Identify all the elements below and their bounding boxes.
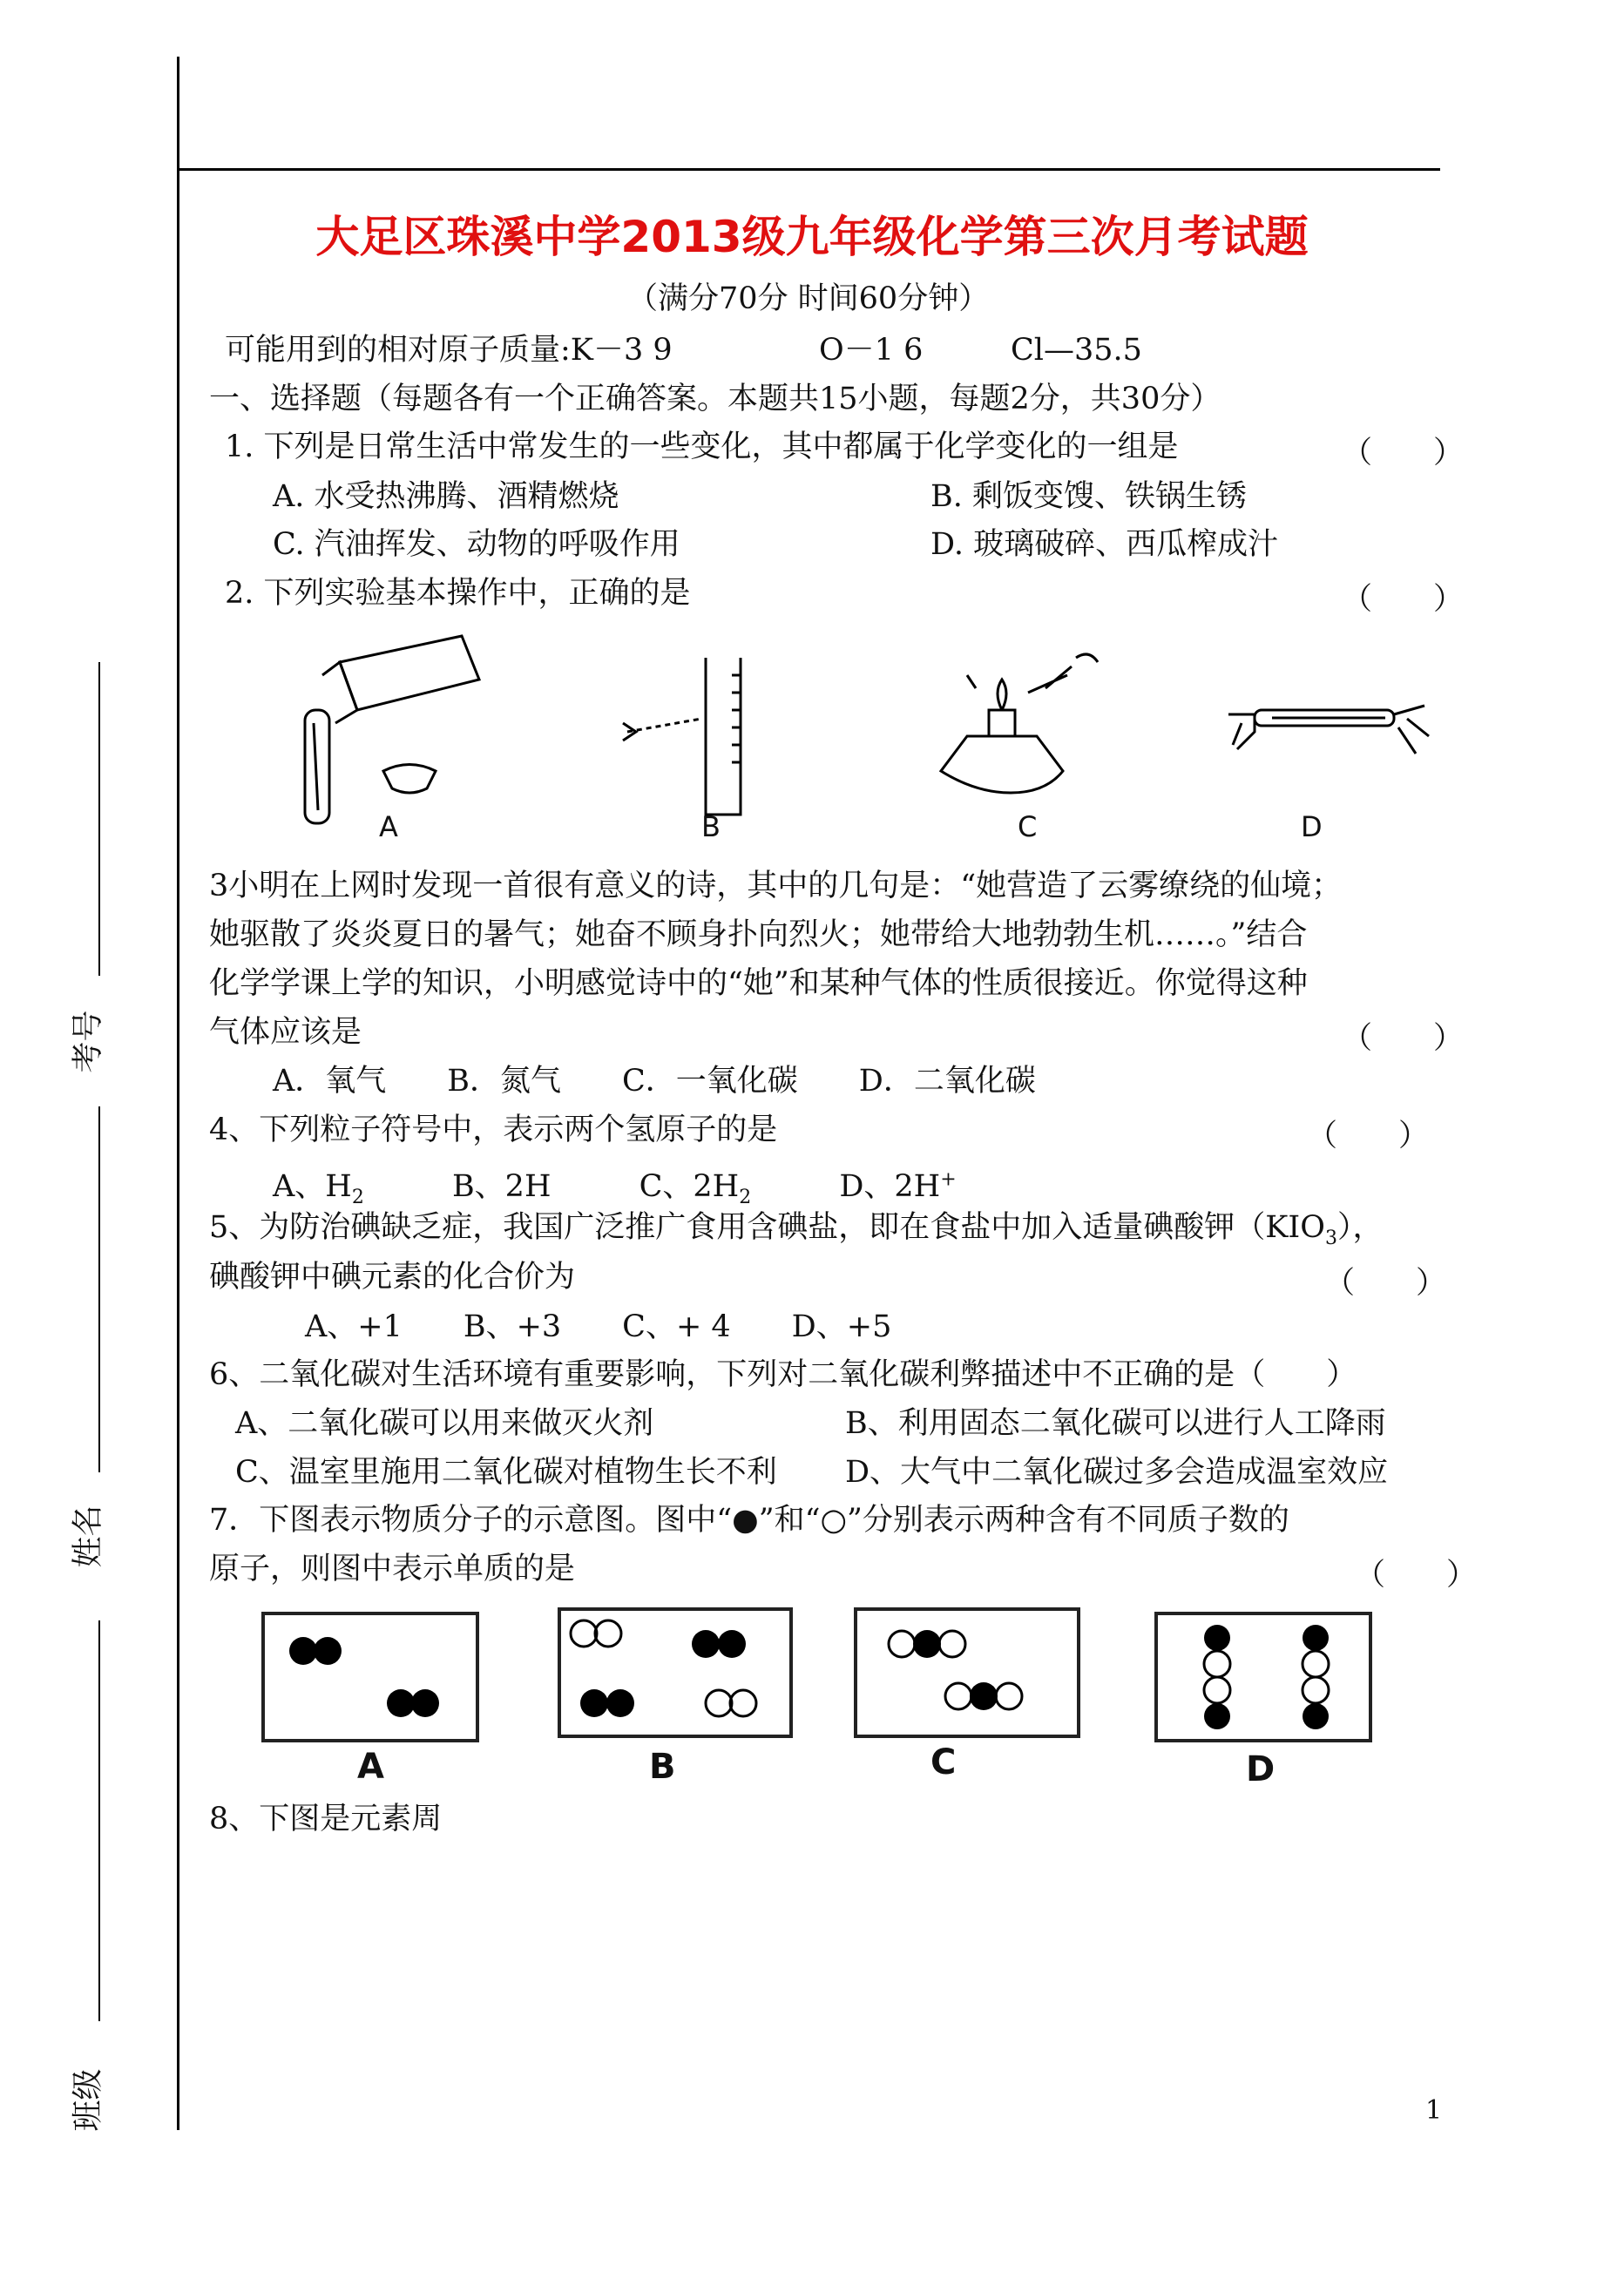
q7-label-c: C — [930, 1742, 957, 1782]
q7-figure-b — [558, 1607, 793, 1738]
q2-label-a: A — [379, 810, 398, 843]
q5-paren: （ ） — [1324, 1266, 1447, 1301]
q5-line-1: 5、为防治碘缺乏症，我国广泛推广食用含碘盐，即在食盐中加入适量碘酸钾$(KIO_3)$， — [209, 1210, 1384, 1249]
q2-figure-b — [610, 649, 784, 823]
q2-label-d: D — [1301, 810, 1323, 843]
q3-line-1: 3小明在上网时发现一首很有意义的诗，其中的几句是：“她营造了云雾缭绕的仙境； — [209, 869, 1343, 903]
subtitle: （满分70分 时间60分钟） — [627, 281, 990, 316]
q7-label-d: D — [1246, 1749, 1276, 1789]
binding-line — [177, 57, 179, 2130]
q6-option-a: A、二氧化碳可以用来做灭火剂 — [235, 1406, 654, 1441]
q1-stem: 1. 下列是日常生活中常发生的一些变化，其中都属于化学变化的一组是 — [225, 430, 1179, 464]
q6-stem: 6、二氧化碳对生活环境有重要影响，下列对二氧化碳利弊描述中不正确的是（ ） — [209, 1357, 1357, 1392]
atomic-masses: 可能用到的相对原子质量:K－3 9 — [225, 333, 673, 368]
q6-option-b: B、利用固态二氧化碳可以进行人工降雨 — [845, 1406, 1386, 1441]
q7-figure-d — [1154, 1612, 1372, 1742]
exam-no-label: 考号 — [70, 1010, 106, 1073]
q8-stem: 8、下图是元素周 — [209, 1802, 443, 1836]
q2-figure-c — [915, 640, 1115, 815]
q7-line-2: 原子，则图中表示单质的是 — [209, 1552, 576, 1586]
q1-option-c: C. 汽油挥发、动物的呼吸作用 — [273, 527, 680, 562]
q7-label-b: B — [649, 1747, 676, 1787]
q1-option-a: A. 水受热沸腾、酒精燃烧 — [273, 479, 619, 514]
q3-options: A．氧气 B．氮气 C．一氧化碳 D．二氧化碳 — [273, 1064, 1036, 1099]
q5-options: A、+1 B、+3 C、+ 4 D、+5 — [305, 1309, 892, 1344]
q7-figure-a — [261, 1612, 479, 1742]
class-label: 班级 — [70, 2068, 106, 2132]
q2-stem: 2. 下列实验基本操作中，正确的是 — [225, 576, 691, 611]
q2-label-c: C — [1018, 810, 1038, 843]
q6-option-d: D、大气中二氧化碳过多会造成温室效应 — [845, 1455, 1389, 1490]
q2-label-b: B — [701, 810, 721, 843]
q4-option-c: C、$2H_2$ — [639, 1168, 752, 1208]
q7-line-1: 7．下图表示物质分子的示意图。图中“●”和“○”分别表示两种含有不同质子数的 — [209, 1503, 1289, 1538]
exam-no-line — [98, 662, 100, 976]
q4-paren: （ ） — [1307, 1119, 1430, 1153]
q7-figure-c — [854, 1607, 1080, 1738]
q6-option-c: C、温室里施用二氧化碳对植物生长不利 — [235, 1455, 777, 1490]
q4-option-b: B、2H — [451, 1168, 551, 1204]
name-line — [98, 1106, 100, 1472]
q4-option-d: D、2H+ — [839, 1168, 957, 1204]
q4-stem: 4、下列粒子符号中，表示两个氢原子的是 — [209, 1113, 778, 1147]
q1-paren: （ ） — [1342, 436, 1465, 470]
page-number: 1 — [1425, 2095, 1443, 2126]
q1-option-b: B. 剩饭变馊、铁锅生锈 — [930, 479, 1247, 514]
q3-line-3: 化学学课上学的知识，小明感觉诗中的“她”和某种气体的性质很接近。你觉得这种 — [209, 966, 1308, 1001]
q3-paren: （ ） — [1342, 1021, 1465, 1056]
page-title: 大足区珠溪中学2013级九年级化学第三次月考试题 — [315, 212, 1309, 262]
header-rule — [177, 168, 1440, 171]
atomic-o: O－1 6 — [819, 333, 924, 368]
q7-label-a: A — [357, 1747, 384, 1787]
section-heading: 一、选择题（每题各有一个正确答案。本题共15小题，每题2分，共30分） — [209, 382, 1221, 416]
q5-line-2: 碘酸钾中碘元素的化合价为 — [209, 1260, 576, 1295]
atomic-cl: Cl—35.5 — [1011, 333, 1142, 368]
q2-figure-d — [1220, 688, 1438, 784]
name-label: 姓名 — [70, 1505, 106, 1568]
q4-option-a: A、$H_2$ — [273, 1168, 364, 1208]
q1-option-d: D. 玻璃破碎、西瓜榨成汁 — [930, 527, 1279, 562]
q2-paren: （ ） — [1342, 582, 1465, 617]
q3-line-2: 她驱散了炎炎夏日的暑气；她奋不顾身扑向烈火；她带给大地勃勃生机……。”结合 — [209, 917, 1308, 952]
q4-options — [273, 1161, 957, 1216]
q3-line-4: 气体应该是 — [209, 1015, 362, 1050]
class-line — [98, 1620, 100, 2021]
q7-paren: （ ） — [1355, 1558, 1478, 1593]
